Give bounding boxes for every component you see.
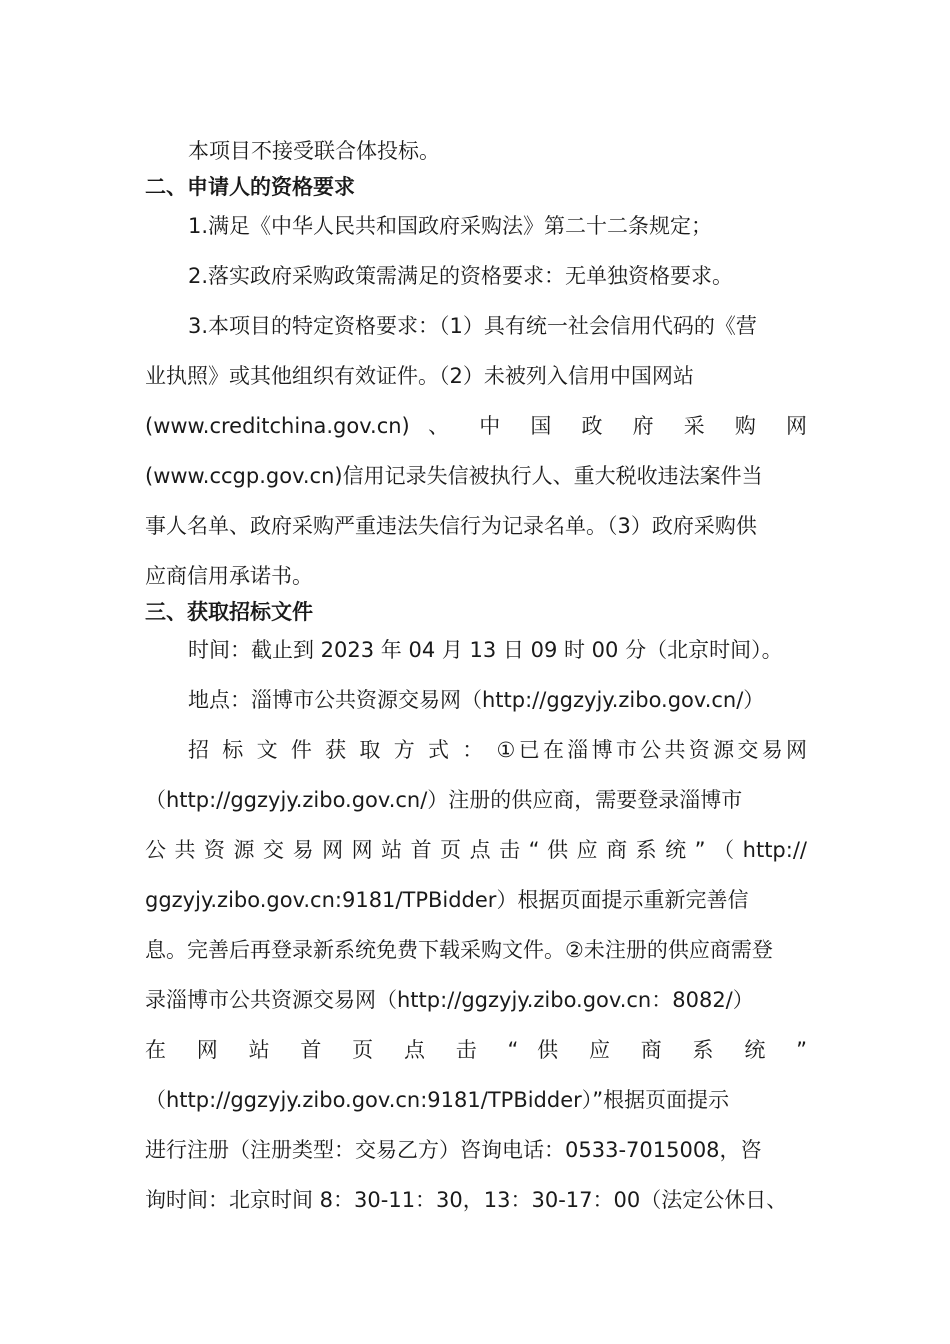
qualification-item-1: 1.满足《中华人民共和国政府采购法》第二十二条规定； xyxy=(188,214,713,238)
obtain-method-line-3: 公 共 资 源 交 易 网 网 站 首 页 点 击 “ 供 应 商 系 统 ” （ http:// xyxy=(145,838,807,862)
obtain-method-line-5: 息。完善后再登录新系统免费下载采购文件。②未注册的供应商需登 xyxy=(145,938,773,962)
qualification-item-2: 2.落实政府采购政策需满足的资格要求：无单独资格要求。 xyxy=(188,264,734,288)
section-heading-qualifications: 二、申请人的资格要求 xyxy=(145,175,355,199)
obtain-method-line-10: 询时间：北京时间 8：30-11：30，13：30-17：00（法定公休日、 xyxy=(145,1188,788,1212)
qualification-item-3-line-6: 应商信用承诺书。 xyxy=(145,564,313,588)
obtain-method-line-8: （http://ggzyjy.zibo.gov.cn:9181/TPBidder）”根据页面提示 xyxy=(145,1088,730,1112)
qualification-item-3-line-2: 业执照》或其他组织有效证件。（2）未被列入信用中国网站 xyxy=(145,364,694,388)
obtain-method-line-7: 在 网 站 首 页 点 击 “ 供 应 商 系 统 ” xyxy=(145,1038,807,1062)
obtain-location: 地点：淄博市公共资源交易网（http://ggzyjy.zibo.gov.cn/） xyxy=(188,688,765,712)
obtain-method-line-1: 招 标 文 件 获 取 方 式 ： ①已在淄博市公共资源交易网 xyxy=(188,738,807,762)
qualification-item-3-line-5: 事人名单、政府采购严重违法失信行为记录名单。（3）政府采购供 xyxy=(145,514,757,538)
section-heading-obtain-documents: 三、获取招标文件 xyxy=(145,600,313,624)
obtain-method-line-9: 进行注册（注册类型：交易乙方）咨询电话：0533-7015008，咨 xyxy=(145,1138,762,1162)
obtain-method-line-6: 录淄博市公共资源交易网（http://ggzyjy.zibo.gov.cn：8082/） xyxy=(145,988,754,1012)
obtain-method-line-2: （http://ggzyjy.zibo.gov.cn/）注册的供应商，需要登录淄博市 xyxy=(145,788,743,812)
qualification-item-3-line-4: (www.ccgp.gov.cn)信用记录失信被执行人、重大税收违法案件当 xyxy=(145,464,763,488)
paragraph-no-consortium: 本项目不接受联合体投标。 xyxy=(188,139,440,163)
qualification-item-3-line-1: 3.本项目的特定资格要求：（1）具有统一社会信用代码的《营 xyxy=(188,314,757,338)
obtain-time: 时间：截止到 2023 年 04 月 13 日 09 时 00 分（北京时间）。 xyxy=(188,638,783,662)
qualification-item-3-line-3: (www.creditchina.gov.cn) 、 中 国 政 府 采 购 网 xyxy=(145,414,807,438)
obtain-method-line-4: ggzyjy.zibo.gov.cn:9181/TPBidder）根据页面提示重新完善信 xyxy=(145,888,749,912)
